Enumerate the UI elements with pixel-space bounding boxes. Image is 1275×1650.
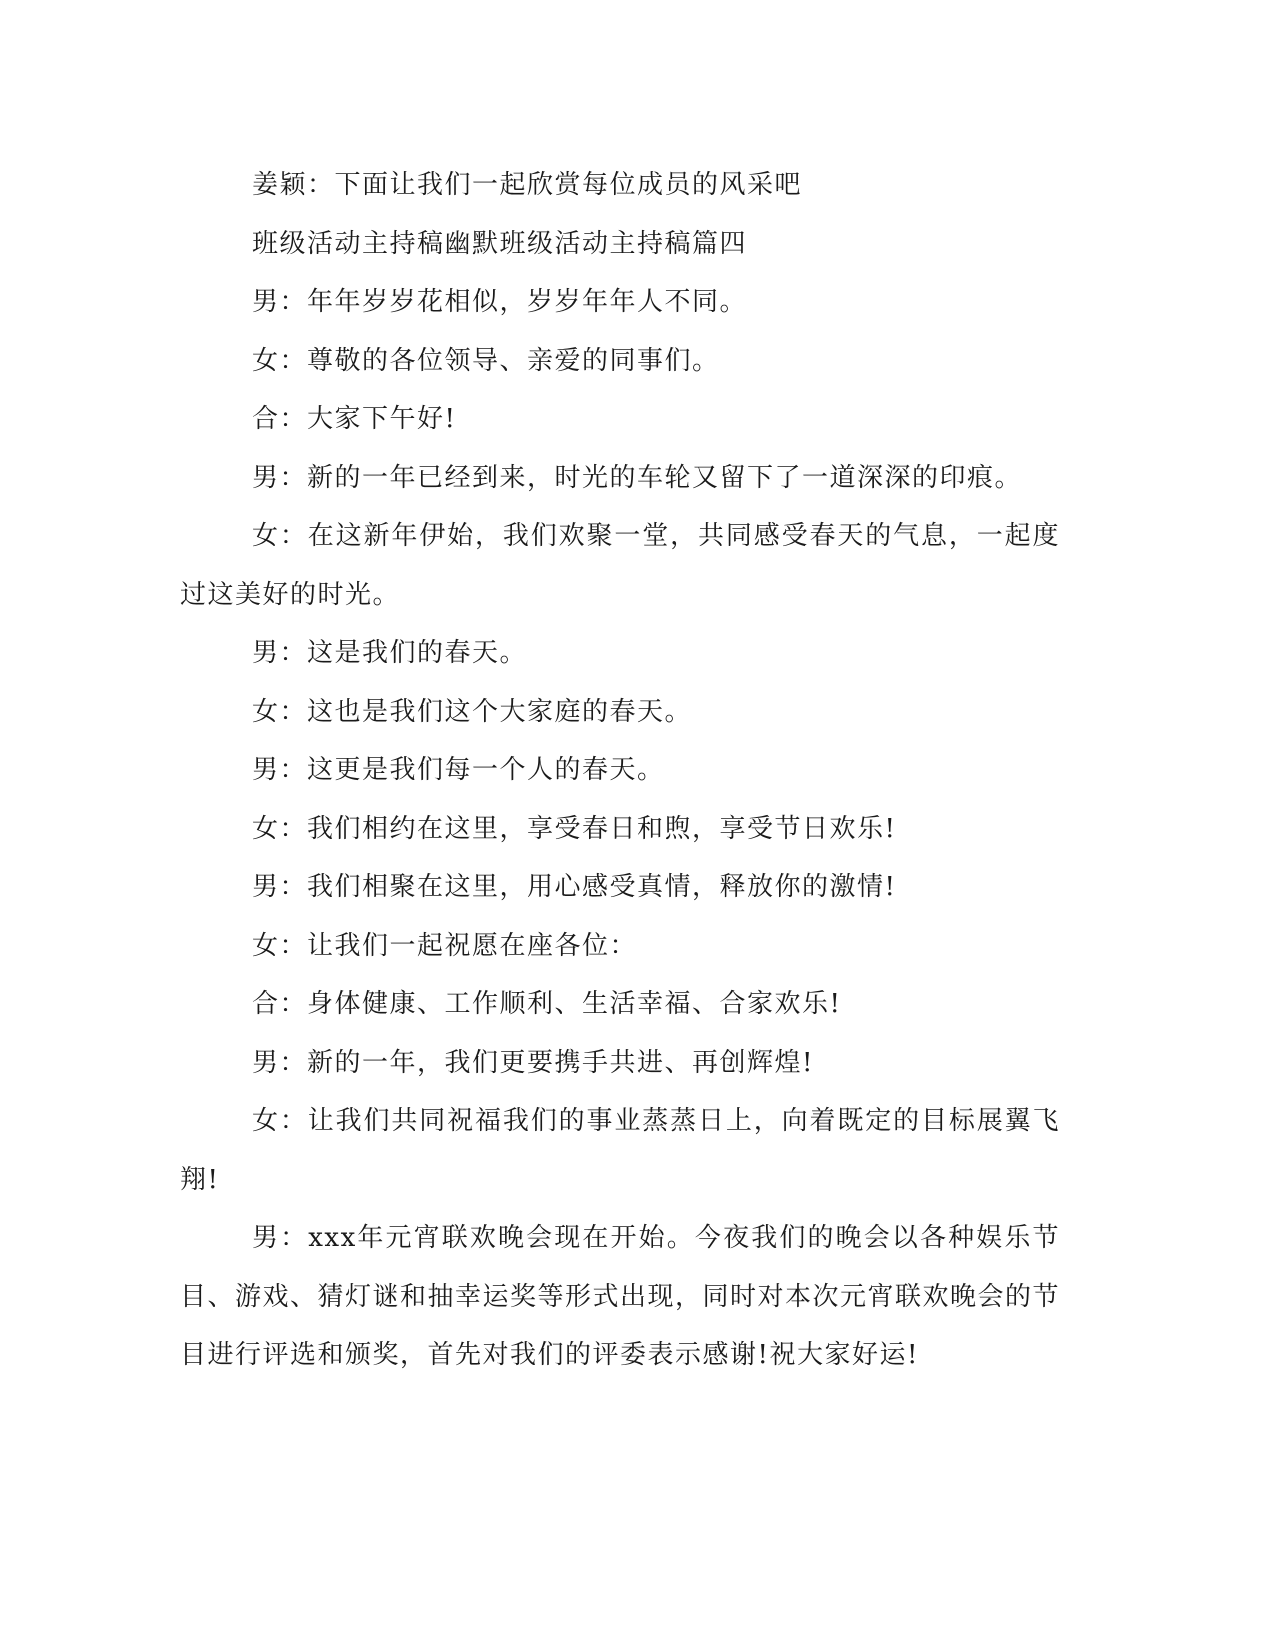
paragraph-section-title: 班级活动主持稿幽默班级活动主持稿篇四 [252,228,748,259]
paragraph-male-7: 男：xxx年元宵联欢晚会现在开始。今夜我们的晚会以各种娱乐节目、游戏、猜灯谜和抽幸运奖等形式出现，同时对本次元宵联欢晚会的节目进行评选和颁奖，首先对我们的评委表示感谢!祝大家好运! [180,1223,1061,1370]
paragraph-female-1: 女：尊敬的各位领导、亲爱的同事们。 [252,345,720,376]
document-body [180,156,1060,1385]
paragraph-jiang-ying-intro: 姜颖：下面让我们一起欣赏每位成员的风采吧 [252,170,803,200]
paragraph-together-1: 合：大家下午好! [252,404,457,434]
paragraph-female-6: 女：让我们共同祝福我们的事业蒸蒸日上，向着既定的目标展翼飞翔! [180,1106,1060,1195]
paragraph-male-1: 男：年年岁岁花相似，岁岁年年人不同。 [252,287,748,317]
paragraph-female-4: 女：我们相约在这里，享受春日和煦，享受节日欢乐! [252,813,897,844]
paragraph-female-5: 女：让我们一起祝愿在座各位： [252,930,638,961]
paragraph-male-2: 男：新的一年已经到来，时光的车轮又留下了一道深深的印痕。 [252,462,1023,493]
paragraph-male-5: 男：我们相聚在这里，用心感受真情，释放你的激情! [252,872,897,902]
paragraph-female-3: 女：这也是我们这个大家庭的春天。 [252,696,693,727]
paragraph-male-4: 男：这更是我们每一个人的春天。 [252,755,665,785]
paragraph-male-3: 男：这是我们的春天。 [252,638,528,668]
paragraph-female-2: 女：在这新年伊始，我们欢聚一堂，共同感受春天的气息，一起度过这美好的时光。 [180,521,1060,610]
paragraph-together-2: 合：身体健康、工作顺利、生活幸福、合家欢乐! [252,989,842,1019]
paragraph-male-6: 男：新的一年，我们更要携手共进、再创辉煌! [252,1047,814,1078]
